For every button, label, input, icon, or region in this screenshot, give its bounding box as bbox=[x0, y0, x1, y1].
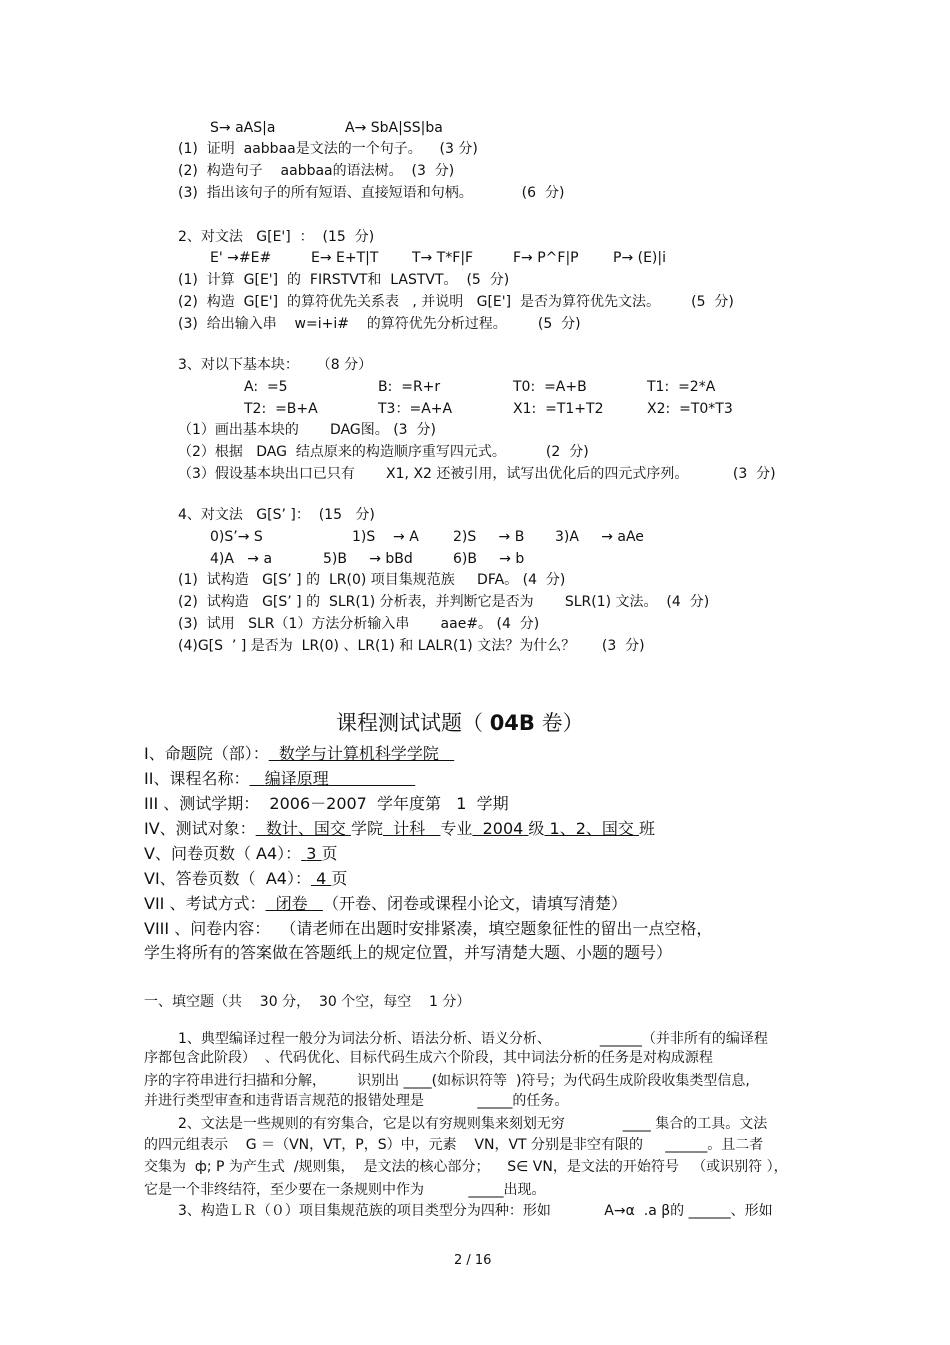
question-3-1: （1）画出基本块的 DAG图。 (3 分) bbox=[178, 422, 436, 438]
block-code-t1: T1: =2*A bbox=[647, 379, 716, 395]
p2-rule-4: F→ P^F|P bbox=[513, 250, 579, 266]
question-3-2: （2）根据 DAG 结点原来的构造顺序重写四元式。 (2 分) bbox=[178, 444, 589, 460]
problem-2-heading: 2、对文法 G[E'] ： (15 分) bbox=[178, 229, 375, 245]
field-audience: IV、测试对象： 数计、国交 学院 计科 专业 2004 级 1、2、国交 班 bbox=[144, 819, 656, 838]
block-code-b: B: =R+r bbox=[378, 379, 441, 395]
fill-q1-line-1: 1、典型编译过程一般分为词法分析、语法分析、语义分析、 ______（并非所有的编译程 bbox=[178, 1031, 768, 1047]
fill-q2-line-3: 交集为 ф; P 为产生式 /规则集， 是文法的核心部分； S∈ VN，是文法的开始符号 （或识别符 ）， bbox=[144, 1159, 788, 1175]
field-exam-method: VII 、考试方式： 闭卷 （开卷、闭卷或课程小论文，请填写清楚） bbox=[144, 894, 627, 913]
field-question-pages-value: 3 bbox=[306, 844, 317, 863]
question-1-3: (3) 指出该句子的所有短语、直接短语和句柄。 (6 分) bbox=[178, 185, 565, 201]
fill-section-heading: 一、填空题（共 30 分， 30 个空，每空 1 分） bbox=[144, 994, 471, 1010]
question-2-1: (1) 计算 G[E'] 的 FIRSTVT和 LASTVT。 (5 分) bbox=[178, 272, 510, 288]
field-audience-class: 1、2、国交 bbox=[549, 819, 634, 838]
question-4-2: (2) 试构造 G[S’ ] 的 SLR(1) 分析表，并判断它是否为 SLR(1) 文法。 (4 分) bbox=[178, 594, 710, 610]
field-exam-method-note: （开卷、闭卷或课程小论文，请填写清楚） bbox=[322, 894, 627, 913]
fill-q1-line-2: 序都包含此阶段） 、代码优化、目标代码生成六个阶段，其中词法分析的任务是对构成源程 bbox=[144, 1050, 713, 1066]
fill-q2-line-4: 它是一个非终结符，至少要在一条规则中作为 _____出现。 bbox=[144, 1182, 546, 1198]
field-department-value: 数学与计算机科学学院 bbox=[278, 744, 439, 763]
title-prefix: 课程测试试题（ bbox=[336, 711, 483, 735]
field-course-label: II、课程名称： bbox=[144, 769, 250, 788]
problem-4-heading: 4、对文法 G[S’ ]： (15 分) bbox=[178, 507, 375, 523]
problem-3-heading: 3、对以下基本块： （8 分） bbox=[178, 357, 373, 373]
p4-rule-0: 0)S’→ S bbox=[210, 529, 263, 545]
block-code-a: A: =5 bbox=[244, 379, 288, 395]
question-4-4: (4)G[S ’ ] 是否为 LR(0) 、LR(1) 和 LALR(1) 文法？为什么？ (3 分) bbox=[178, 638, 645, 654]
block-code-x2: X2: =T0*T3 bbox=[647, 401, 733, 417]
fill-q1-line-4: 并进行类型审查和违背语言规范的报错处理是 _____的任务。 bbox=[144, 1093, 569, 1109]
question-1-2: (2) 构造句子 aabbaa的语法树。 (3 分) bbox=[178, 163, 455, 179]
field-answer-pages: VI、答卷页数（ A4）： 4 页 bbox=[144, 869, 348, 888]
field-question-pages: V、问卷页数（ A4）： 3 页 bbox=[144, 844, 338, 863]
fill-q1-line-3: 序的字符串进行扫描和分解， 识别出 ____(如标识符等 )符号；为代码生成阶段收集类型信息, bbox=[144, 1073, 750, 1089]
title-code: 04B bbox=[489, 711, 535, 735]
fill-q3-line-1: 3、构造ＬＲ（０）项目集规范族的项目类型分为四种：形如 A→α .a β的 ______、形如 bbox=[178, 1203, 773, 1219]
field-audience-label: IV、测试对象： bbox=[144, 819, 256, 838]
field-department-label: I、命题院（部）： bbox=[144, 744, 269, 763]
p4-rule-4: 4)A → a bbox=[210, 551, 273, 567]
p4-rule-1: 1)S → A bbox=[352, 529, 419, 545]
field-content-line-1: VIII 、问卷内容： （请老师在出题时安排紧凑，填空题象征性的留出一点空格， bbox=[144, 919, 713, 938]
field-audience-school: 数计、国交 bbox=[265, 819, 346, 838]
block-code-t0: T0: =A+B bbox=[513, 379, 587, 395]
p2-rule-1: E' →#E# bbox=[210, 250, 272, 266]
title-suffix: 卷） bbox=[541, 711, 584, 735]
question-2-3: (3) 给出输入串 w=i+i# 的算符优先分析过程。 (5 分) bbox=[178, 316, 581, 332]
field-course-value: 编译原理 bbox=[264, 769, 329, 788]
block-code-t2: T2: =B+A bbox=[244, 401, 318, 417]
question-2-2: (2) 构造 G[E'] 的算符优先关系表 , 并说明 G[E'] 是否为算符优先文法。 (5 分) bbox=[178, 294, 734, 310]
field-audience-major: 计科 bbox=[393, 819, 426, 838]
p4-rule-6: 6)B → b bbox=[453, 551, 525, 567]
fill-q2-line-1: 2、文法是一些规则的有穷集合，它是以有穷规则集来刻划无穷 ____ 集合的工具。文法 bbox=[178, 1116, 768, 1132]
p2-rule-5: P→ (E)|i bbox=[613, 250, 666, 266]
page-title bbox=[336, 710, 584, 736]
field-content-line-2: 学生将所有的答案做在答题纸上的规定位置，并写清楚大题、小题的题号） bbox=[144, 943, 673, 962]
p4-rule-2: 2)S → B bbox=[453, 529, 525, 545]
grammar-rule-a: A→ SbA|SS|ba bbox=[345, 120, 443, 136]
field-audience-grade: 2004 bbox=[482, 819, 524, 838]
field-course bbox=[144, 768, 415, 790]
question-3-3: （3）假设基本块出口已只有 X1, X2 还被引用，试写出优化后的四元式序列。 (3 分) bbox=[178, 466, 776, 482]
question-4-1: (1) 试构造 G[S’ ] 的 LR(0) 项目集规范族 DFA。 (4 分) bbox=[178, 572, 566, 588]
question-4-3: (3) 试用 SLR（1）方法分析输入串 aae#。 (4 分) bbox=[178, 616, 540, 632]
field-answer-pages-value: 4 bbox=[316, 869, 327, 888]
fill-q2-line-2: 的四元组表示 G ＝（VN，VT，P，S）中，元素 VN，VT 分别是非空有限的 ______。且二者 bbox=[144, 1137, 764, 1153]
field-term: III 、测试学期： 2006－2007 学年度第 1 学期 bbox=[144, 794, 509, 813]
p2-rule-2: E→ E+T|T bbox=[311, 250, 379, 266]
question-1-1: (1) 证明 aabbaa是文法的一个句子。 (3 分) bbox=[178, 141, 478, 157]
field-department bbox=[144, 743, 454, 765]
p4-rule-5: 5)B → bBd bbox=[323, 551, 413, 567]
grammar-rule-s: S→ aAS|a bbox=[210, 120, 276, 136]
p4-rule-3: 3)A → aAe bbox=[555, 529, 644, 545]
page-number: 2 / 16 bbox=[454, 1253, 492, 1268]
p2-rule-3: T→ T*F|F bbox=[412, 250, 474, 266]
block-code-t3: T3：=A+A bbox=[378, 401, 453, 417]
block-code-x1: X1: =T1+T2 bbox=[513, 401, 604, 417]
field-exam-method-value: 闭卷 bbox=[275, 894, 308, 913]
